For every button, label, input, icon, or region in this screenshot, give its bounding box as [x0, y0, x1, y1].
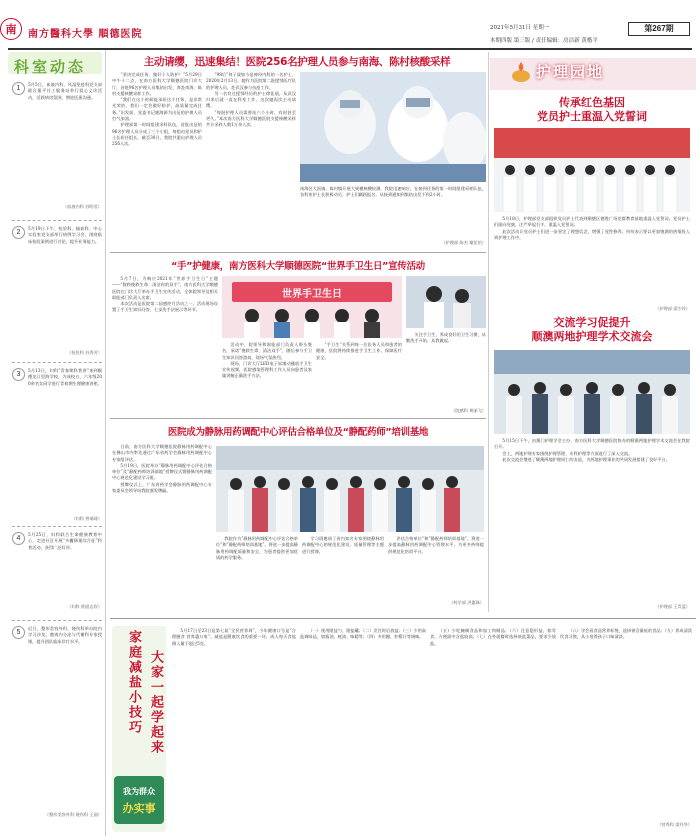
article1-headline: 主动请缨，迅速集结！医院256名护理人员参与南海、陈村核酸采样 — [143, 56, 451, 68]
item-sign: （妇科 欧阳志钦） — [67, 604, 102, 609]
nursing-photo1 — [494, 128, 690, 212]
article2-col4: 关注手卫生，养成良好的卫生习惯，从勤洗手开始，从我做起。 — [406, 332, 486, 344]
hospital-name: 南方醫科大學 順德医院 — [28, 29, 143, 40]
sidebar-item — [12, 532, 102, 610]
article2-photo — [222, 276, 402, 338]
salt-col1: 5月17日至23日是第七届“全民营养周”，今年健康口号是“合理膳食 营养惠万家”。减盐是健康饮食的重要一环，成人每天食盐摄入量不超过5克。 — [172, 628, 296, 646]
lamp-icon — [510, 60, 532, 84]
issue-date: 2021年5月31日 星期一 — [490, 25, 550, 31]
issue-number: 第267期 — [628, 22, 690, 36]
salt-sign: （营养科 梁丹华） — [657, 822, 692, 827]
item-number: 3 — [12, 368, 25, 381]
sidebar-title: 科室动态 — [14, 58, 87, 76]
sidebar-item — [12, 626, 102, 818]
article3-col1: 日前，南方医科大学顺德医院静脉用药调配中心在佛山市内率先通过广东省药学会静脉用药调配中心专家组评估。 5月19日，医院举办“静脉用药调配中心评估合格单位”及“静配药师培训基地”授牌仪式暨静脉用药调配中心规范化建设学习班。 授牌仪式上，广东省药学会静脉用药调配中心专家委员会领导向我院颁发牌匾。 — [112, 444, 212, 494]
edition-info: 本期四版 第三版 / 责任编辑：房洁新 黄楷平 — [490, 38, 598, 44]
divider — [110, 252, 486, 253]
article2-col1: 5月7日，为响应2021年“世界手卫生日”主题——“数秒挽救生命：清洁你的双手”，南方医科大学顺德医院在门诊大厅举办手卫生宣传活动，全体院领导及相关职能部门负责人出席。 本次活动是医院第二届感控月活动之一，活动现场设置了手卫生知识问答、七步洗手法展示等环节。 — [112, 276, 218, 313]
article3-col3: 学习班邀请了省内知名专家围绕静脉用药调配中心的规范化建设、质量管理等主题进行授课。 — [302, 536, 384, 554]
nursing-title2: 交流学习促提升 顺澳两地护理学术交流会 — [531, 316, 653, 343]
article1-photo — [300, 72, 486, 182]
article3-col4: 评估合格单位”和“静配药师培训基地”，将进一步提高静脉用药调配中心管理水平，为更多药师提供规范化培训平台。 — [388, 536, 484, 554]
article2-col3: “手卫生”关系到每一位医务人员和患者的健康，医院将持续推进手卫生工作，保障医疗安全。 — [316, 342, 402, 360]
sidebar-divider — [12, 620, 102, 621]
salt-title-right: 大家一起学起来 — [148, 650, 163, 755]
hospital-logo: 南 — [0, 18, 22, 40]
salt-title-left: 家庭减盐小技巧 — [126, 630, 141, 735]
item-text: 5月19日下午，检验科、输血科、中心实验室党支部举行病例学习会，围绕临床检验案例进行讨论，提升业务能力。 — [28, 226, 102, 244]
group-photo-image — [216, 446, 484, 532]
nursing-photo2 — [494, 350, 690, 434]
article1-sign: （护理部 陈杰 谢佳怡） — [441, 240, 486, 245]
item-sign: （检验科 苏秀芳） — [67, 350, 102, 355]
sidebar-divider — [12, 526, 102, 527]
bottom-divider — [110, 618, 696, 619]
article1-col1: “坚决完成任务，做好个人防护！”5月29日中午十二点，在南方医科大学顺德医院门诊大厅，首批96名护理人员集结出发，奔赴南海、陈村支援核酸采样工作。 “我们在这个时候能承担这个任务，是非常光荣的，我们一定会做好防护，高质量完成任务。”出发前，党委书记姚海源为出征的护理人员打气加油。 护理部第一时间组建采样队伍，首批出征的96名护理人员分成了三个小组，每组由党员和护士长担任组长，截至30日，我院共派出护理人员256人次。 — [112, 72, 202, 147]
sidebar-item — [12, 226, 102, 356]
item-text: 5月5日，血液内科、风湿免疫科党支部联合巢平社工服务站举行爱心义诊活动，活跃病房氛围，增进医患沟通。 — [28, 82, 102, 100]
banner-text: 世界手卫生日 — [282, 289, 342, 300]
item-number: 4 — [12, 532, 25, 545]
nursing-text2: 5月15日下午，由澳门护理学会主办、南方医科大学顺德医院协办的顺澳两地护理学术交流会在我院召开。 会上，两地护理专家围绕护理管理、专科护理等方面进行了深入交流。 此次交流会增进了顺澳两地护理同仁的友谊，为两地护理事业的共同发展搭建了良好平台。 — [494, 438, 690, 462]
oath-ceremony-image — [494, 128, 690, 212]
nurse-demonstration-image — [406, 276, 486, 328]
service-badge — [114, 776, 164, 824]
nursing-section-title: 护理园地 — [536, 63, 605, 81]
item-sign: （血液内科 苏明君） — [62, 204, 102, 209]
badge-line1: 我为群众 — [123, 787, 155, 796]
column-divider — [488, 52, 489, 612]
article2-sign: （院感科 黄丽飞） — [451, 408, 486, 413]
item-text: 近日，整形美容外科、烧伤科举办院内学习沙龙，邀请内分泌与代谢科专家授课，提升团队临床诊疗水平。 — [28, 626, 102, 644]
item-text: 5月25日，妇科联合生命健康教育中心，走进社区开展“多囊卵巢综合征”科普活动，获得广泛好评。 — [28, 532, 102, 550]
masthead-rule — [8, 48, 692, 50]
article3-col2: 我院作为“静脉用药调配中心评估合格单位”和“静配药师培训基地”，将进一步提高静脉用药调配质量和安全，为患者提供更加优质的药学服务。 — [216, 536, 298, 560]
nursing-text1: 5月18日，护理部党支部组织党员护士代表到顺德区德胜广场党群教育基地重温入党誓词。党员护士们面向党旗，庄严举起右手，重温入党誓词。 此次活动让党员护士们进一步坚定了理想信念，增强了党性修养，纷纷表示要以更加饱满的热情投入到护理工作中。 — [494, 216, 690, 240]
nursing-sign1: （护理部 梁少玲） — [655, 306, 690, 311]
article3-photo — [216, 446, 484, 532]
item-text: 5月13日，妇科“青春期科普讲”来到顺德龙江里海学校，为该校五、六年级200余名女同学进行青春期生理健康讲座。 — [28, 368, 102, 386]
salt-col2: （一）使用限盐勺、限盐罐；（二）烹饪时后放盐；（三）少用高盐调味品，如酱油、蚝油、味精等；（四）多用醋、柠檬汁等调味。 — [300, 628, 426, 640]
nursing-title1: 传承红色基因 党员护士重温入党誓词 — [537, 96, 647, 123]
article3-sign: （药学部 洪惠珠） — [449, 600, 484, 605]
article1-col2: “98后”何子晟如今是神经内科的一名护士，2020年2月13日，她作为医院第二批援鄂医疗队的护理人员，赴武汉参与抗疫工作。 另一名有过援鄂经历的护士徐佳丽，从武汉归来后就一直在科室工作，这次她再次主动请缨。 “每批护理人员需要站六个小时，有时甚至更久。”本次南方医科大学顺德医院支援核酸采样共计采样人数1万余人次。 — [206, 72, 296, 128]
item-sign: （妇科 曾瑞琦） — [71, 516, 102, 521]
salt-col4: （八）学会看食品营养标签，选择钠含量低的食品；（九）养成清淡饮食习惯，从小培养孩子口味清淡。 — [560, 628, 692, 640]
nursing-sign2: （护理部 王青蓝） — [655, 604, 690, 609]
exchange-meeting-image — [494, 350, 690, 434]
article1-col3: 南海区大沥镇、陈村镇开展大规模核酸检测，我院迅速响应，在接到任务的第一时间组建采样队伍，各科室护士长积极动员，护士们踊跃报名，从接到通知到集结出发不到2小时。 — [300, 186, 486, 198]
sidebar-item — [12, 368, 102, 522]
article2-headline: “手”护健康，南方医科大学顺德医院“世界手卫生日”宣传活动 — [171, 261, 425, 272]
divider — [110, 418, 486, 419]
item-number: 1 — [12, 82, 25, 95]
sidebar-divider — [12, 220, 102, 221]
sidebar-divider — [12, 362, 102, 363]
article2-col2: 活动中，院领导和职能部门负责人带头签名，承诺“挽救生命，清洁双手”，随后参与手卫生知识问答游戏，现场气氛热烈。 现场，门诊大厅LED电子屏滚动播放手卫生宣传视频，医院感染管理科工作人员向患者及家属讲解正确洗手方法。 — [222, 342, 312, 379]
item-sign: （整形美容外科 烧伤科 王丽） — [44, 812, 102, 817]
article3-headline: 医院成为静脉用药调配中心评估合格单位及“静配药师”培训基地 — [167, 427, 429, 438]
ppe-workers-image — [300, 72, 486, 182]
item-number: 5 — [12, 626, 25, 639]
salt-col3: （五）少吃腌制食品和加工肉制品；（六）注意隐形盐，如零食、方便面中含盐较高；（七）在外就餐时选择低盐菜品，要求少放盐。 — [430, 628, 556, 646]
article2-photo-right — [406, 276, 486, 328]
sidebar-item — [12, 82, 102, 210]
badge-line2: 办实事 — [122, 802, 156, 815]
item-number: 2 — [12, 226, 25, 239]
